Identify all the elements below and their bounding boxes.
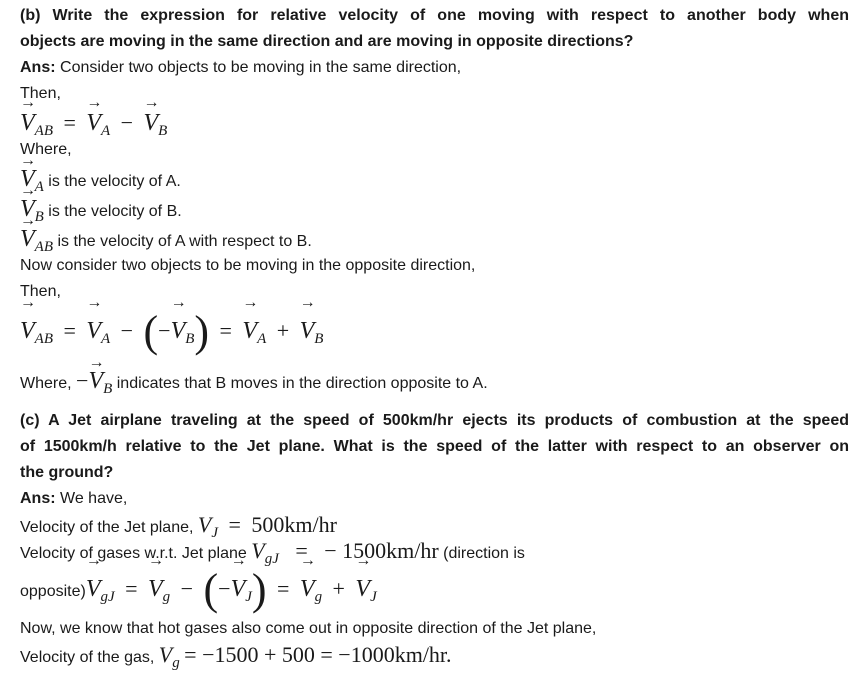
plus-sign: + [276,318,290,343]
then-label: Then, [20,85,61,102]
subscript-j: J [211,525,219,541]
vector-v: → V [20,196,35,222]
minus-sign: − [120,318,134,343]
subscript-j: J [245,589,252,605]
vector-v: → V [355,566,370,612]
subscript-gj: gJ [100,589,115,605]
subscript-gj: gJ [264,551,279,567]
gas-relative-value: − 1500km/hr [324,538,439,563]
where-label: Where, [20,141,72,158]
opposite-direction-intro: Now consider two objects to be moving in the opposite direction, [20,257,476,274]
answer-b-intro [20,55,849,81]
subscript-b: B [185,331,195,347]
subscript-a: A [101,331,111,347]
subscript-a: A [257,331,267,347]
equals-sign: = [219,318,232,343]
gas-velocity-expression: = −1500 + 500 = −1000km/hr. [184,642,452,667]
question-c-line-3: the ground? [20,464,114,481]
vector-v: → V [148,566,163,612]
vector-v: → V [242,308,257,354]
minus-sign: − [76,368,89,393]
equation-gas-velocity [20,566,849,620]
symbol-v: V [197,512,212,537]
subscript-g: g [172,655,180,671]
subscript-a: A [101,123,111,139]
ans-label: Ans: [20,59,56,76]
subscript-b: B [314,331,324,347]
vector-v: → V [86,308,101,354]
vector-v: → V [86,566,101,612]
opposite-word: opposite) [20,583,86,600]
equals-sign: = [63,318,76,343]
subscript-j: J [370,589,377,605]
vector-v: → V [171,308,186,354]
vector-v: → V [86,108,101,138]
gas-velocity-label: Velocity of the gas, [20,649,155,666]
subscript-g: g [162,589,171,605]
vector-v: → V [300,308,315,354]
subscript-ab: AB [34,239,53,255]
equals-sign: = [295,538,308,563]
vector-v: → V [144,108,159,138]
gas-relative-label: Velocity of gases w.r.t. Jet plane [20,545,247,562]
right-parenthesis: ) [194,307,210,356]
equals-sign: = [125,576,138,601]
jet-velocity-value: 500km/hr [251,512,337,537]
minus-sign: − [120,110,134,135]
gas-relative-note: (direction is [443,545,525,562]
equals-sign: = [277,576,290,601]
subscript-b: B [34,209,44,225]
where-opposite [20,368,849,402]
then-label: Then, [20,283,61,300]
question-c-line-1: (c) A Jet airplane traveling at the speed of 500km/hr ejects its products of combustion at the speed [20,412,849,429]
minus-sign: − [180,576,194,601]
subscript-ab: AB [34,123,53,139]
answer-c-intro-text: We have, [55,490,128,507]
definition-va [20,166,849,200]
symbol-v: V [158,642,173,667]
vector-v: → V [20,166,35,192]
question-b-line-2: objects are moving in the same direction and are moving in opposite directions? [20,33,634,50]
gas-direction-text: Now, we know that hot gases also come out in opposite direction of the Jet plane, [20,620,597,637]
vector-v: → V [20,308,35,354]
subscript-ab: AB [34,331,53,347]
equals-sign: = [228,512,241,537]
vector-v: → V [300,566,315,612]
vector-v: → V [88,368,103,394]
answer-c-intro [20,486,849,512]
where-label: Where, [20,375,72,392]
left-parenthesis: ( [143,307,159,356]
jet-velocity-label: Velocity of the Jet plane, [20,519,194,536]
equation-opposite-direction [20,308,849,362]
vab-description: is the velocity of A with respect to B. [57,233,312,250]
gas-velocity-line [20,642,849,676]
vector-v: → V [20,226,35,252]
question-c-line-2: of 1500km/h relative to the Jet plane. What is the speed of the latter with respect to an observer on [20,438,849,455]
subscript-g: g [314,589,323,605]
vector-v: → V [20,108,35,138]
va-description: is the velocity of A. [48,173,181,190]
minus-sign: − [158,318,171,343]
left-parenthesis: ( [203,565,219,614]
vector-v: → V [231,566,246,612]
subscript-a: A [34,179,44,195]
symbol-v: V [251,538,265,563]
answer-b-intro-text: Consider two objects to be moving in the same direction, [55,59,462,76]
minus-sign: − [218,576,231,601]
equals-sign: = [63,110,76,135]
where-opposite-text: indicates that B moves in the direction opposite to A. [116,375,488,392]
subscript-b: B [158,123,168,139]
definition-vb [20,196,849,230]
plus-sign: + [332,576,345,601]
question-b-line-1: (b) Write the expression for relative velocity of one moving with respect to another body when [20,7,849,24]
ans-label: Ans: [20,490,56,507]
right-parenthesis: ) [251,565,267,614]
subscript-b: B [103,381,113,397]
vb-description: is the velocity of B. [48,203,182,220]
